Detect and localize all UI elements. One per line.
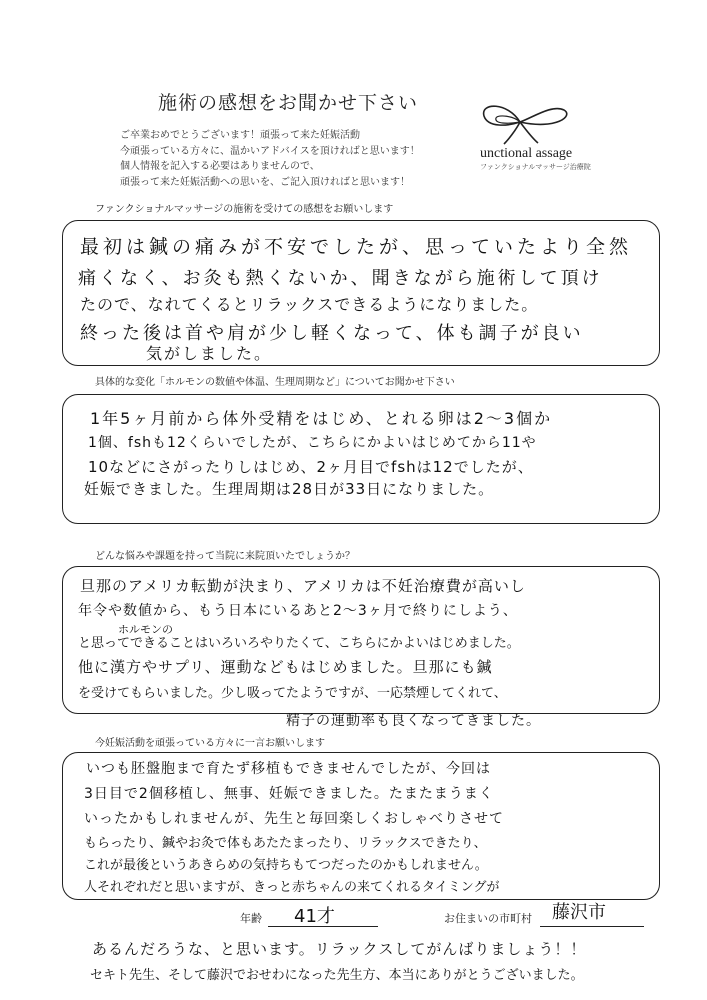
answer-line: 痛くなく、お灸も熱くないか、聞きながら施術して頂け [78, 268, 603, 289]
question-impression: ファンクショナルマッサージの施術を受けての感想をお願いします [95, 204, 394, 215]
city-value: 藤沢市 [552, 902, 606, 923]
answer-line: 年令や数値から、もう日本にいるあと2～3ヶ月で終りにしよう、 [78, 603, 518, 619]
ribbon-loop-icon [468, 96, 578, 146]
footer-line: あるんだろうな、と思います。リラックスしてがんばりましょう！！ [92, 940, 587, 958]
question-concerns: どんな悩みや課題を持って当院に来院頂いたでしょうか？ [95, 551, 355, 562]
footer-line: セキト先生、そして藤沢でおせわになった先生方、本当にありがとうございました。 [90, 968, 584, 983]
intro-line: 個人情報を記入する必要はありませんので、 [120, 161, 320, 172]
city-underline [540, 926, 644, 927]
answer-line: これが最後というあきらめの気持ちもてつだったのかもしれません。 [84, 858, 488, 873]
logo-subtitle: ファンクショナルマッサージ治療院 [480, 163, 591, 171]
answer-line: を受けてもらいました。少し吸ってたようですが、一応禁煙してくれて、 [78, 686, 507, 701]
answer-line: いったかもしれませんが、先生と毎回楽しくおしゃべりさせて [84, 811, 504, 827]
form-title: 施術の感想をお聞かせ下さい [158, 92, 419, 114]
city-label: お住まいの市町村 [444, 912, 532, 925]
answer-line: 10などにさがったりしはじめ、2ヶ月目でfshは12でしたが、 [88, 458, 534, 476]
answer-line: と思ってできることはいろいろやりたくて、こちらにかよいはじめました。 [78, 636, 520, 651]
answer-line: いつも胚盤胞まで育たず移植もできませんでしたが、今回は [86, 761, 491, 777]
question-changes: 具体的な変化「ホルモンの数値や体温、生理周期など」についてお聞かせ下さい [95, 377, 455, 388]
intro-line: ご卒業おめでとうございます！頑張って来た妊娠活動 [120, 130, 360, 141]
handwritten-annotation: ホルモンの [118, 623, 173, 636]
answer-line: 1年5ヶ月前から体外受精をはじめ、とれる卵は2～3個か [90, 409, 553, 428]
answer-line: 3日目で2個移植し、無事、妊娠できました。たまたまうまく [84, 786, 494, 802]
age-value: 41才 [294, 906, 335, 927]
question-message: 今妊娠活動を頑張っている方々に一言お願いします [95, 738, 325, 749]
age-label: 年齢 [240, 912, 262, 925]
answer-line: 他に漢方やサプリ、運動などもはじめました。旦那にも鍼 [78, 658, 493, 676]
answer-line: たので、なれてくるとリラックスできるようになりました。 [80, 295, 539, 314]
answer-line: 終った後は首や肩が少し軽くなって、体も調子が良い [80, 323, 584, 344]
answer-line: 1個、fshも12くらいでしたが、こちらにかよいはじめてから11や [88, 435, 537, 451]
logo-name: unctional assage [480, 146, 573, 161]
intro-line: 今頑張っている方々に、温かいアドバイスを頂ければと思います！ [120, 145, 420, 157]
answer-line: もらったり、鍼やお灸で体もあたたまったり、リラックスできたり、 [84, 836, 487, 851]
answer-line: 最初は鍼の痛みが不安でしたが、思っていたより全然 [80, 236, 633, 258]
intro-line: 頑張って来た妊娠活動への思いを、ご記入頂ければと思います！ [120, 176, 410, 188]
answer-line: 気がしました。 [146, 344, 273, 363]
answer-line: 旦那のアメリカ転勤が決まり、アメリカは不妊治療費が高いし [80, 577, 526, 595]
answer-line: 妊娠できました。生理周期は28日が33日になりました。 [84, 480, 495, 498]
answer-line: 人それぞれだと思いますが、きっと赤ちゃんの来てくれるタイミングが [84, 880, 500, 895]
answer-line: 精子の運動率も良くなってきました。 [286, 713, 541, 729]
intro-text [120, 128, 420, 190]
